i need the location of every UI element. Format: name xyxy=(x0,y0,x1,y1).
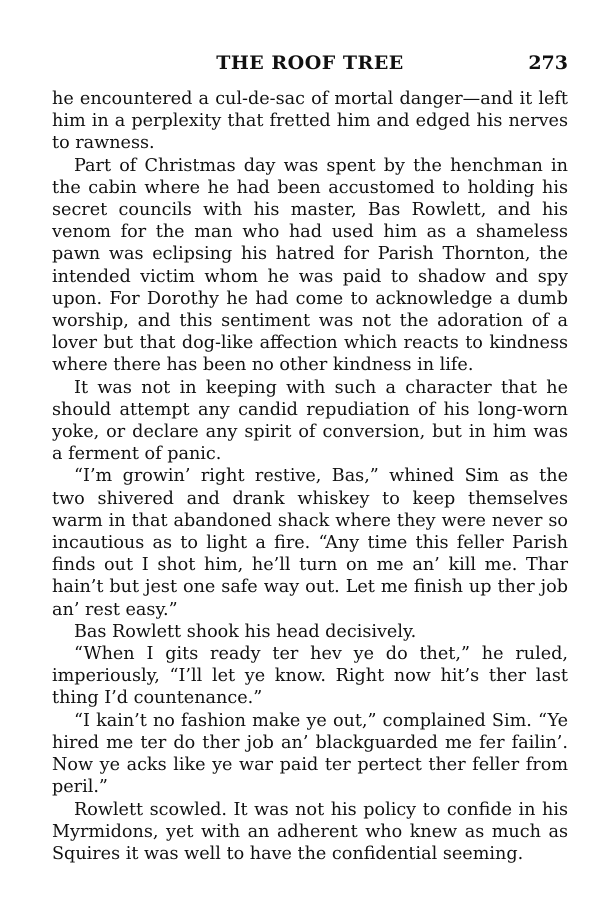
running-title: THE ROOF TREE xyxy=(216,52,404,74)
paragraph: It was not in keeping with such a character that he should attempt any candid repudiation of his long-worn yoke, or declare any spirit of conversion, but in him was a ferment of panic. xyxy=(52,377,568,465)
paragraph: he encountered a cul-de-sac of mortal danger—and it left him in a perplexity that fretted him and edged his nerves to rawness. xyxy=(52,89,568,154)
page-number: 273 xyxy=(528,52,568,74)
paragraph: Bas Rowlett shook his head decisively. xyxy=(74,621,417,642)
paragraph: Rowlett scowled. It was not his policy to confide in his Myrmidons, yet with an adherent who knew as much as Squires it was well to have the confidential seeming. xyxy=(52,799,568,864)
paragraph: “I kain’t no fashion make ye out,” complained Sim. “Ye hired me ter do ther job an’ blackguarded me fer failin’. Now ye acks like ye war paid ter pertect ther feller from peril.” xyxy=(52,710,568,798)
page-header xyxy=(52,52,568,78)
paragraph: Part of Christmas day was spent by the henchman in the cabin where he had been accustomed to holding his secret councils with his master, Bas Rowlett, and his venom for the man who had used him as a shameless pawn was eclipsing his hatred for Parish Thornton, the intended victim whom he was paid to shadow and spy upon. For Dorothy he had come to acknowledge a dumb worship, and this sentiment was not the adoration of a lover but that dog-like affection which reacts to kindness where there has been no other kindness in life. xyxy=(52,155,568,376)
paragraph: “When I gits ready ter hev ye do thet,” he ruled, imperiously, “I’ll let ye know. Right now hit’s ther last thing I’d countenance.” xyxy=(52,644,568,709)
body-text xyxy=(52,88,568,865)
paragraph: “I’m growin’ right restive, Bas,” whined Sim as the two shivered and drank whiskey to keep themselves warm in that abandoned shack where they were never so incautious as to light a fire. “Any time this feller Parish finds out I shot him, he’ll turn on me an’ kill me. Thar hain’t but jest one safe way out. Let me finish up ther job an’ rest easy.” xyxy=(52,466,568,620)
